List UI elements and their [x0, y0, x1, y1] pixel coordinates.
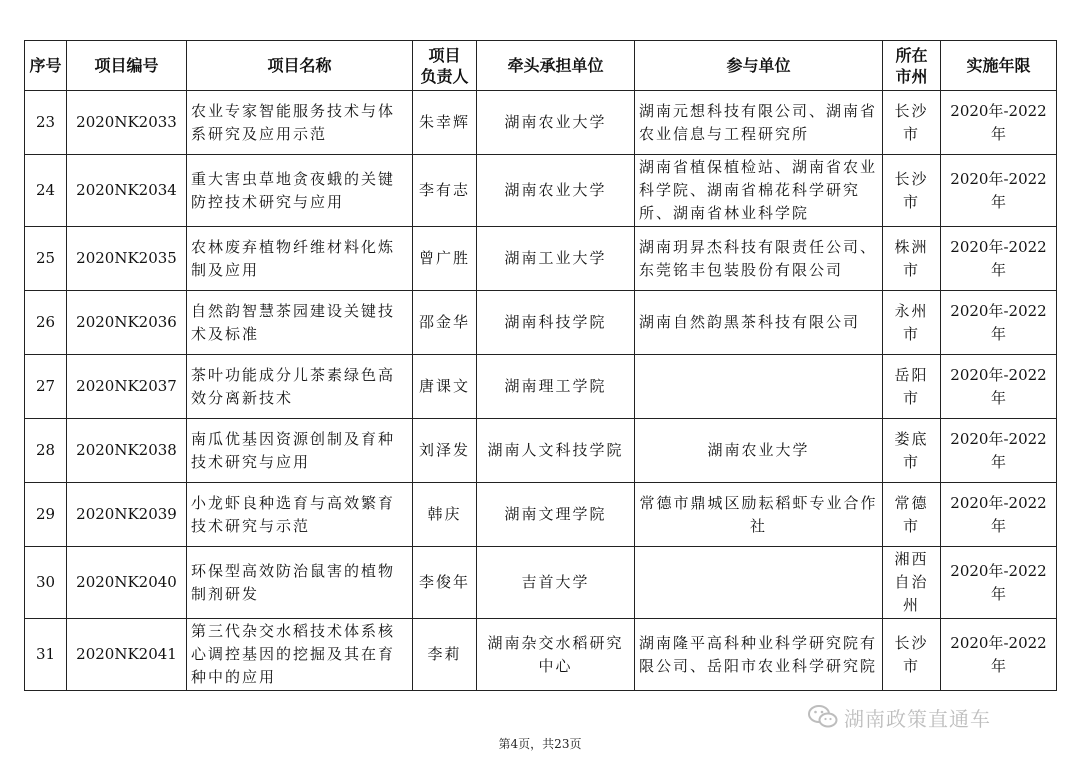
cell-leader: 唐课文 [413, 355, 477, 419]
cell-lead-unit: 湖南杂交水稻研究中心 [477, 619, 635, 691]
cell-period: 2020年-2022年 [941, 291, 1057, 355]
cell-period: 2020年-2022年 [941, 419, 1057, 483]
cell-leader: 李有志 [413, 155, 477, 227]
cell-lead-unit: 湖南人文科技学院 [477, 419, 635, 483]
cell-leader: 刘泽发 [413, 419, 477, 483]
cell-period: 2020年-2022年 [941, 155, 1057, 227]
cell-city: 湘西自治州 [883, 547, 941, 619]
table-row [25, 227, 1057, 291]
table-row [25, 419, 1057, 483]
project-table [24, 40, 1057, 691]
table-header-row [25, 41, 1057, 91]
table-row [25, 547, 1057, 619]
cell-lead-unit: 吉首大学 [477, 547, 635, 619]
cell-city: 常德市 [883, 483, 941, 547]
cell-partners: 湖南农业大学 [635, 419, 883, 483]
cell-period: 2020年-2022年 [941, 91, 1057, 155]
cell-code: 2020NK2036 [67, 291, 187, 355]
watermark-text: 湖南政策直通车 [844, 706, 991, 731]
header-leader: 项目 负责人 [413, 41, 477, 91]
cell-partners: 湖南隆平高科种业科学研究院有限公司、岳阳市农业科学研究院 [635, 619, 883, 691]
cell-leader: 曾广胜 [413, 227, 477, 291]
cell-partners: 湖南省植保植检站、湖南省农业科学院、湖南省棉花科学研究所、湖南省林业科学院 [635, 155, 883, 227]
cell-code: 2020NK2033 [67, 91, 187, 155]
cell-lead-unit: 湖南理工学院 [477, 355, 635, 419]
page-footer: 第4页，共23页 [498, 737, 582, 751]
cell-lead-unit: 湖南农业大学 [477, 91, 635, 155]
cell-leader: 邵金华 [413, 291, 477, 355]
cell-city: 长沙市 [883, 619, 941, 691]
cell-partners: 常德市鼎城区励耘稻虾专业合作社 [635, 483, 883, 547]
header-no: 序号 [25, 41, 67, 91]
cell-no: 30 [25, 547, 67, 619]
cell-no: 23 [25, 91, 67, 155]
cell-name: 南瓜优基因资源创制及育种技术研究与应用 [187, 419, 413, 483]
cell-partners: 湖南元想科技有限公司、湖南省农业信息与工程研究所 [635, 91, 883, 155]
cell-code: 2020NK2040 [67, 547, 187, 619]
header-partners: 参与单位 [635, 41, 883, 91]
cell-no: 24 [25, 155, 67, 227]
table-row [25, 291, 1057, 355]
cell-no: 25 [25, 227, 67, 291]
cell-city: 永州市 [883, 291, 941, 355]
cell-lead-unit: 湖南文理学院 [477, 483, 635, 547]
table-row [25, 483, 1057, 547]
cell-no: 28 [25, 419, 67, 483]
watermark [808, 702, 991, 732]
cell-code: 2020NK2037 [67, 355, 187, 419]
table-row [25, 91, 1057, 155]
cell-no: 29 [25, 483, 67, 547]
cell-period: 2020年-2022年 [941, 547, 1057, 619]
cell-period: 2020年-2022年 [941, 619, 1057, 691]
cell-partners [635, 355, 883, 419]
cell-code: 2020NK2038 [67, 419, 187, 483]
cell-name: 第三代杂交水稻技术体系核心调控基因的挖掘及其在育种中的应用 [187, 619, 413, 691]
cell-partners [635, 547, 883, 619]
cell-lead-unit: 湖南工业大学 [477, 227, 635, 291]
cell-lead-unit: 湖南科技学院 [477, 291, 635, 355]
cell-city: 长沙市 [883, 155, 941, 227]
cell-period: 2020年-2022年 [941, 227, 1057, 291]
cell-name: 环保型高效防治鼠害的植物制剂研发 [187, 547, 413, 619]
cell-lead-unit: 湖南农业大学 [477, 155, 635, 227]
cell-name: 小龙虾良种选育与高效繁育技术研究与示范 [187, 483, 413, 547]
cell-city: 娄底市 [883, 419, 941, 483]
cell-name: 重大害虫草地贪夜蛾的关键防控技术研究与应用 [187, 155, 413, 227]
cell-name: 农林废弃植物纤维材料化炼制及应用 [187, 227, 413, 291]
cell-period: 2020年-2022年 [941, 355, 1057, 419]
header-period: 实施年限 [941, 41, 1057, 91]
cell-partners: 湖南玥昇杰科技有限责任公司、东莞铭丰包装股份有限公司 [635, 227, 883, 291]
cell-leader: 李莉 [413, 619, 477, 691]
table-row [25, 355, 1057, 419]
table-row [25, 155, 1057, 227]
cell-no: 26 [25, 291, 67, 355]
cell-code: 2020NK2041 [67, 619, 187, 691]
header-name: 项目名称 [187, 41, 413, 91]
cell-leader: 韩庆 [413, 483, 477, 547]
table-row [25, 619, 1057, 691]
cell-period: 2020年-2022年 [941, 483, 1057, 547]
cell-name: 农业专家智能服务技术与体系研究及应用示范 [187, 91, 413, 155]
cell-code: 2020NK2035 [67, 227, 187, 291]
header-city: 所在 市州 [883, 41, 941, 91]
header-code: 项目编号 [67, 41, 187, 91]
cell-leader: 朱幸辉 [413, 91, 477, 155]
cell-city: 岳阳市 [883, 355, 941, 419]
header-lead-unit: 牵头承担单位 [477, 41, 635, 91]
wechat-icon [808, 704, 838, 730]
cell-code: 2020NK2034 [67, 155, 187, 227]
cell-city: 长沙市 [883, 91, 941, 155]
cell-no: 31 [25, 619, 67, 691]
cell-partners: 湖南自然韵黑茶科技有限公司 [635, 291, 883, 355]
cell-no: 27 [25, 355, 67, 419]
cell-code: 2020NK2039 [67, 483, 187, 547]
cell-name: 茶叶功能成分儿茶素绿色高效分离新技术 [187, 355, 413, 419]
cell-leader: 李俊年 [413, 547, 477, 619]
cell-city: 株洲市 [883, 227, 941, 291]
cell-name: 自然韵智慧茶园建设关键技术及标准 [187, 291, 413, 355]
